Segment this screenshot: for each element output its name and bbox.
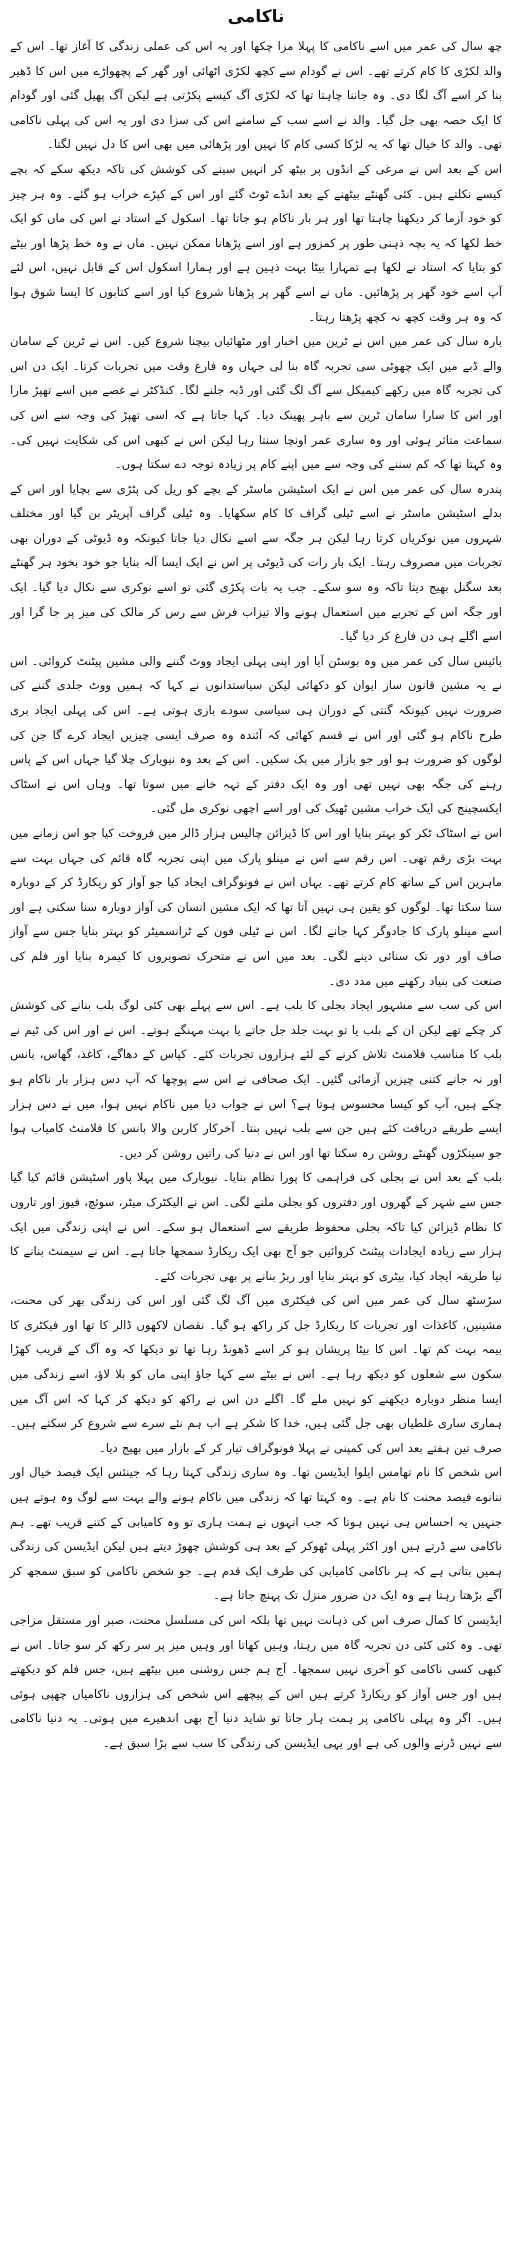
article-paragraph: اس کی سب سے مشہور ایجاد بجلی کا بلب ہے۔ اس سے پہلے بھی کئی لوگ بلب بنانے کی کوشش کر چکے تھے لیکن ان کے بلب یا تو بہت جلد جل جاتے یا بہت مہنگے ہوتے۔ اس نے اور اس کی ٹیم نے بلب کا مناسب فلامنٹ تلاش کرنے کے لئے ہزاروں تجربات کئے۔ کپاس کے دھاگے، کاغذ، گھاس، بانس اور نہ جانے کتنی چیزیں آزمائی گئیں۔ ایک صحافی نے اس سے پوچھا کہ آپ دس ہزار بار ناکام ہو چکے ہیں، آپ کو کیسا محسوس ہوتا ہے؟ اس نے جواب دیا میں ناکام نہیں ہوا، میں نے دس ہزار ایسے طریقے دریافت کئے ہیں جن سے بلب نہیں بنتا۔ آخرکار کاربن والا بانس کا فلامنٹ کامیاب ہوا جو سینکڑوں گھنٹے روشن رہ سکتا تھا اور اس نے دنیا کی راتیں روشن کر دیں۔ <box>10 998 502 1160</box>
article-paragraph: بائیس سال کی عمر میں وہ بوسٹن آیا اور اپنی پہلی ایجاد ووٹ گننے والی مشین پیٹنٹ کروائی۔ اس نے یہ مشین قانون ساز ایوان کو دکھائی لیکن سیاستدانوں نے کہا کہ ہمیں ووٹ جلدی گننے کی ضرورت نہیں کیونکہ گنتی کے دوران ہی سیاسی سودے بازی ہوتی ہے۔ اس کی پہلی ایجاد بری طرح ناکام ہو گئی اور اس نے قسم کھائی کہ آئندہ وہ صرف ایسی چیزیں ایجاد کرے گا جن کی لوگوں کو ضرورت ہو اور جو بازار میں بک سکیں۔ اس کے بعد وہ نیویارک چلا گیا جہاں اس کے پاس رہنے کی جگہ بھی نہیں تھی اور وہ ایک دفتر کے تہہ خانے میں سوتا تھا۔ وہاں اس نے اسٹاک ایکسچینج کی ایک خراب مشین ٹھیک کی اور اسے اچھی نوکری مل گئی۔ <box>10 653 502 816</box>
article-title: ناکامی <box>227 7 285 27</box>
article-paragraph: ایڈیسن کا کمال صرف اس کی ذہانت نہیں تھا بلکہ اس کی مسلسل محنت، صبر اور مستقل مزاجی تھی۔ وہ کئی کئی دن تجربہ گاہ میں رہتا، وہیں کھاتا اور وہیں میز پر سر رکھ کر سو جاتا۔ اس نے کبھی کسی ناکامی کو آخری نہیں سمجھا۔ آج ہم جس روشنی میں بیٹھے ہیں، جس فلم کو دیکھتے ہیں اور جس آواز کو ریکارڈ کرتے ہیں اس کے پیچھے اس شخص کی ہزاروں ناکامیاں چھپی ہوئی ہیں۔ اگر وہ پہلی ناکامی پر ہمت ہار جاتا تو شاید دنیا آج بھی اندھیرے میں ہوتی۔ یہ دنیا ناکامی سے نہیں ڈرنے والوں کی ہے اور یہی ایڈیسن کی زندگی کا سب سے بڑا سبق ہے۔ <box>10 1613 502 1750</box>
article-paragraph: اس شخص کا نام تھامس ایلوا ایڈیسن تھا۔ وہ ساری زندگی کہتا رہا کہ جینئس ایک فیصد خیال اور ننانوے فیصد محنت کا نام ہے۔ وہ کہتا تھا کہ زندگی میں ناکام ہونے والے بہت سے لوگ وہ ہوتے ہیں جنہیں یہ احساس ہی نہیں ہوتا کہ جب انہوں نے ہمت ہاری تو وہ کامیابی کے کتنے قریب تھے۔ ہم ناکامی سے ڈرتے ہیں اور اکثر پہلی ٹھوکر کے بعد ہی کوشش چھوڑ دیتے ہیں لیکن ایڈیسن کی زندگی ہمیں بتاتی ہے کہ ہر ناکامی کامیابی کی طرف ایک قدم ہے۔ جو شخص ناکامی کو سبق سمجھ کر آگے بڑھتا رہتا ہے وہ ایک دن ضرور منزل تک پہنچ جاتا ہے۔ <box>10 1465 502 1603</box>
article-paragraph: بلب کے بعد اس نے بجلی کی فراہمی کا پورا نظام بنایا۔ نیویارک میں پہلا پاور اسٹیشن قائم کیا گیا جس سے شہر کے گھروں اور دفتروں کو بجلی ملنے لگی۔ اس نے الیکٹرک میٹر، سوئچ، فیوز اور تاروں کا نظام ڈیزائن کیا تاکہ بجلی محفوظ طریقے سے استعمال ہو سکے۔ اس نے اپنی زندگی میں ایک ہزار سے زیادہ ایجادات پیٹنٹ کروائیں جو آج بھی ایک ریکارڈ سمجھا جاتا ہے۔ اس نے سیمنٹ بنانے کا نیا طریقہ ایجاد کیا، بیٹری کو بہتر بنایا اور ربڑ بنانے پر بھی تجربات کئے۔ <box>10 1170 502 1283</box>
article-paragraph: اس نے اسٹاک ٹکر کو بہتر بنایا اور اس کا ڈیزائن چالیس ہزار ڈالر میں فروخت کیا جو اس زمانے میں بہت بڑی رقم تھی۔ اس رقم سے اس نے مینلو پارک میں اپنی تجربہ گاہ قائم کی جہاں بہت سے ماہرین اس کے ساتھ کام کرتے تھے۔ یہاں اس نے فونوگراف ایجاد کیا جو آواز کو ریکارڈ کر کے دوبارہ سنا سکتا تھا۔ لوگوں کو یقین ہی نہیں آتا تھا کہ ایک مشین انسان کی آواز دوبارہ سنا سکتی ہے اور اسے مینلو پارک کا جادوگر کہا جانے لگا۔ اس نے ٹیلی فون کے ٹرانسمیٹر کو بہتر بنایا جس سے آواز صاف اور دور تک سنائی دینے لگی۔ بعد میں اس نے متحرک تصویروں کا کیمرہ بنایا اور فلم کی صنعت کی بنیاد رکھنے میں مدد دی۔ <box>10 826 502 988</box>
article-paragraph: پندرہ سال کی عمر میں اس نے ایک اسٹیشن ماسٹر کے بچے کو ریل کی پٹڑی سے بچایا اور اس کے بدلے اسٹیشن ماسٹر نے اسے ٹیلی گراف کا کام سکھایا۔ وہ ٹیلی گراف آپریٹر بن گیا اور مختلف شہروں میں نوکریاں کرتا رہا لیکن ہر جگہ سے اسے نکال دیا جاتا کیونکہ وہ ڈیوٹی کے دوران بھی تجربات میں مصروف رہتا۔ ایک بار رات کی ڈیوٹی پر اس نے ایک ایسا آلہ بنایا جو خود بخود ہر گھنٹے بعد سگنل بھیج دیتا تاکہ وہ سو سکے۔ جب یہ بات پکڑی گئی تو اسے نوکری سے نکال دیا گیا۔ ایک اور جگہ اس کے تجربے میں استعمال ہونے والا تیزاب فرش سے رس کر مالک کی میز پر جا گرا اور اسے اگلے ہی دن فارغ کر دیا گیا۔ <box>10 481 502 644</box>
article-body <box>10 34 502 1756</box>
article-paragraph: سڑسٹھ سال کی عمر میں اس کی فیکٹری میں آگ لگ گئی اور اس کی زندگی بھر کی محنت، مشینیں، کاغذات اور تجربات کا ریکارڈ جل کر راکھ ہو گیا۔ نقصان لاکھوں ڈالر کا تھا اور فیکٹری کا بیمہ بہت کم تھا۔ اس کا بیٹا پریشان ہو کر اسے ڈھونڈ رہا تھا تو دیکھا کہ وہ آگ کے قریب کھڑا سکون سے شعلوں کو دیکھ رہا ہے۔ اس نے بیٹے سے کہا جاؤ اپنی ماں کو بلا لاؤ، اسے زندگی میں ایسا منظر دوبارہ دیکھنے کو نہیں ملے گا۔ اگلے دن اس نے راکھ کو دیکھ کر کہا کہ اس آگ میں ہماری ساری غلطیاں بھی جل گئی ہیں، خدا کا شکر ہے اب ہم نئے سرے سے شروع کر سکتے ہیں۔ صرف تین ہفتے بعد اس کی کمپنی نے پہلا فونوگراف تیار کر کے بازار میں بھیج دیا۔ <box>10 1293 502 1455</box>
article-paragraph: بارہ سال کی عمر میں اس نے ٹرین میں اخبار اور مٹھائیاں بیچنا شروع کیں۔ اس نے ٹرین کے سامان والے ڈبے میں ایک چھوٹی سی تجربہ گاہ بنا لی جہاں وہ فارغ وقت میں تجربات کرتا۔ ایک دن اس کی تجربہ گاہ میں رکھے کیمیکل سے آگ لگ گئی اور ڈبہ جلنے لگا۔ کنڈکٹر نے غصے میں اسے تھپڑ مارا اور اس کا سارا سامان ٹرین سے باہر پھینک دیا۔ کہا جاتا ہے کہ اسی تھپڑ کی وجہ سے اس کی سماعت متاثر ہوئی اور وہ ساری عمر اونچا سنتا رہا لیکن اس نے کبھی اس کی شکایت نہیں کی۔ وہ کہتا تھا کہ کم سننے کی وجہ سے میں اپنے کام پر زیادہ توجہ دے سکتا ہوں۔ <box>10 334 502 472</box>
article-paragraph: اس کے بعد اس نے مرغی کے انڈوں پر بیٹھ کر انہیں سینے کی کوشش کی تاکہ دیکھ سکے کہ بچے کیسے نکلتے ہیں۔ کئی گھنٹے بیٹھنے کے بعد انڈے ٹوٹ گئے اور اس کے کپڑے خراب ہو گئے۔ وہ ہر چیز کو خود آزما کر دیکھنا چاہتا تھا اور ہر بار ناکام ہو جاتا تھا۔ اسکول کے استاد نے اس کی ماں کو ایک خط لکھا کہ یہ بچہ ذہنی طور پر کمزور ہے اور اسے پڑھانا ممکن نہیں۔ ماں نے وہ خط پڑھا اور بیٹے کو بتایا کہ استاد نے لکھا ہے تمہارا بیٹا بہت ذہین ہے اور ہمارا اسکول اس کے قابل نہیں، اس لئے آپ اسے خود گھر پر پڑھائیں۔ ماں نے اسے گھر پر پڑھانا شروع کیا اور اسے کتابوں کا ایسا شوق ہوا کہ وہ ہر وقت کچھ نہ کچھ پڑھتا رہتا۔ <box>10 161 502 324</box>
article-paragraph: چھ سال کی عمر میں اسے ناکامی کا پہلا مزا چکھا اور یہ اس کی عملی زندگی کا آغاز تھا۔ اس کے والد لکڑی کا کام کرتے تھے۔ اس نے گودام سے کچھ لکڑی اٹھائی اور گھر کے پچھواڑے میں اس کا ڈھیر بنا کر اسے آگ لگا دی۔ وہ جاننا چاہتا تھا کہ لکڑی آگ کیسے پکڑتی ہے لیکن آگ پھیل گئی اور گودام کا ایک حصہ بھی جل گیا۔ والد نے اسے سب کے سامنے اس کی سزا دی اور یہ اس کی پہلی ناکامی تھی۔ والد کا خیال تھا کہ یہ لڑکا کسی کام کا نہیں اور پڑھائی میں بھی اس کا دل نہیں لگتا۔ <box>10 39 502 152</box>
